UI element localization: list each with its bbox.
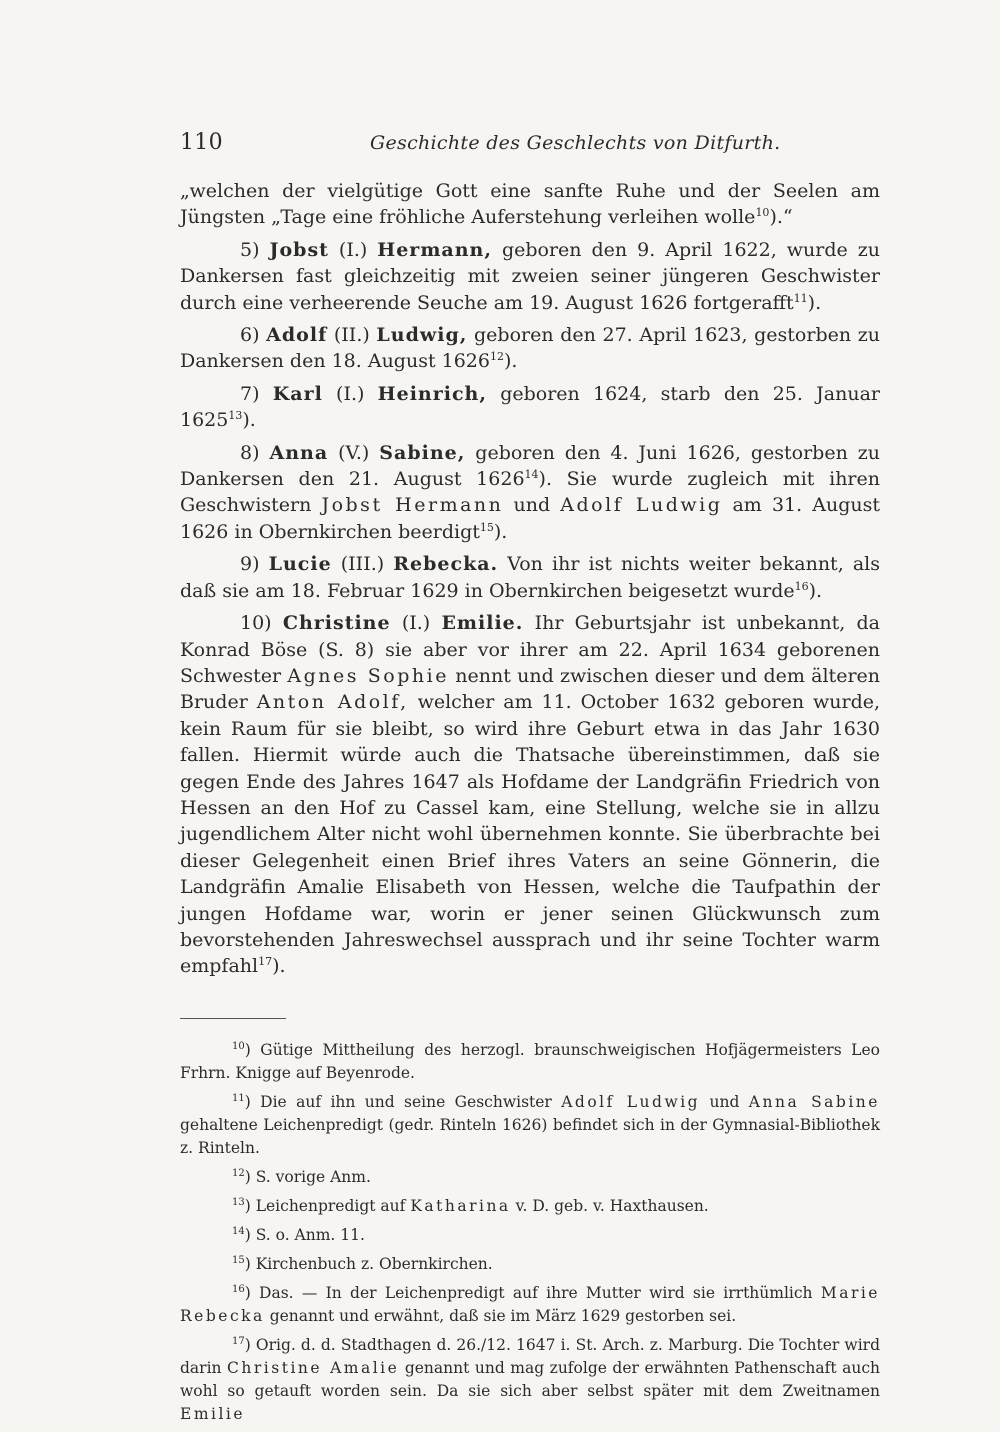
footnotes (180, 1039, 880, 1426)
entry-text: ). Sie wurde zugleich mit ihren Geschwistern (180, 468, 880, 517)
entry-text: Von ihr ist nichts weiter bekannt, als daß sie am 18. Februar 1629 in Obernkirchen beigesetzt wurde (180, 553, 880, 602)
footnote-text: ) Die auf ihn und seine Geschwister (244, 1092, 552, 1111)
entry-number: 8) (240, 441, 260, 464)
spaced-name: Christine Amalie (227, 1358, 400, 1377)
entry-10 (180, 610, 880, 980)
entry-name-second: Rebecka. (393, 553, 499, 576)
entry-text: und (513, 494, 551, 517)
footnote-ref-13: 13 (228, 409, 243, 423)
entry-name-first: Karl (272, 382, 323, 405)
footnote-ref-11: 11 (793, 291, 808, 305)
footnote-divider (180, 1018, 286, 1019)
entry-roman: (II.) (333, 324, 370, 347)
footnote-text: ) Leichenpredigt auf (244, 1196, 406, 1215)
entry-name-first: Lucie (268, 553, 332, 576)
entry-number: 7) (240, 382, 260, 405)
spaced-name: Anton Adolf, (256, 691, 409, 714)
entry-text: nennt und zwischen dieser und dem älteren Bruder (180, 664, 881, 714)
footnote-text: ) S. o. Anm. 11. (244, 1225, 365, 1244)
footnote-text: ) Gütige Mittheilung des herzogl. braunschweigischen Hofjägermeisters Leo Frhrn. Knigge auf Beyenrode. (180, 1040, 880, 1082)
footnote-number: 15 (232, 1254, 245, 1266)
entry-name-first: Jobst (269, 238, 329, 261)
footnote-number: 12 (232, 1167, 245, 1179)
spaced-name: Emilie (180, 1404, 246, 1423)
entry-8 (180, 440, 880, 546)
entry-text: geboren den 4. Juni 1626, gestorben zu Dankersen den 21. August 1626 (180, 441, 880, 491)
entry-6 (180, 322, 880, 375)
footnote-ref-15: 15 (479, 520, 494, 534)
entry-name-second: Hermann, (377, 238, 492, 261)
entry-number: 6) (240, 324, 260, 347)
footnote-ref-10: 10 (755, 206, 770, 220)
footnote-12 (180, 1166, 880, 1189)
footnote-text: ) Orig. d. d. Stadthagen d. 26./12. 1647 i. St. Arch. z. Marburg. Die Tochter wird darin (180, 1335, 880, 1377)
entry-end: ). (807, 291, 822, 314)
spaced-name: Agnes Sophie (287, 664, 449, 687)
footnote-number: 11 (232, 1092, 245, 1104)
quote-paragraph (180, 178, 880, 231)
footnote-text: ) Das. — In der Leichenpredigt auf ihre Mutter wird sie irrthümlich (244, 1283, 813, 1302)
footnote-ref-16: 16 (794, 579, 809, 593)
spaced-name: Marie Rebecka (180, 1283, 880, 1325)
footnote-number: 17 (232, 1335, 245, 1347)
footnote-text: und (709, 1092, 740, 1111)
entry-9 (180, 551, 880, 604)
quote-line-1: „welchen der vielgütige Gott eine sanfte Ruhe und der Seelen am Jüngsten (180, 180, 880, 229)
footnote-14 (180, 1224, 880, 1247)
spaced-name: Anna Sabine (748, 1092, 880, 1111)
footnote-10 (180, 1039, 880, 1085)
entry-roman: (V.) (338, 441, 370, 464)
footnote-number: 13 (232, 1196, 245, 1208)
footnote-17 (180, 1334, 880, 1426)
page-number: 110 (180, 130, 223, 155)
footnote-number: 10 (232, 1040, 245, 1052)
entry-end: ). (493, 520, 508, 543)
main-text (180, 178, 880, 980)
footnote-13 (180, 1195, 880, 1218)
footnote-ref-12: 12 (489, 350, 504, 364)
entry-name-first: Christine (282, 612, 391, 635)
entry-name-second: Sabine, (379, 441, 466, 464)
footnote-text: ) S. vorige Anm. (244, 1167, 371, 1186)
entry-text: geboren den 9. April 1622, wurde zu Dankersen fast gleichzeitig mit zweien seiner jüngeren Geschwister durch eine verheerende Seuche am 19. August 1626 fortgerafft (180, 238, 880, 314)
footnote-number: 14 (232, 1225, 245, 1237)
footnote-ref-14: 14 (524, 468, 539, 482)
entry-5 (180, 237, 880, 316)
entry-7 (180, 381, 880, 434)
quote-end: ).“ (769, 206, 793, 229)
entry-text: am 31. August 1626 in Obernkirchen beerdigt (180, 494, 881, 543)
entry-name-first: Adolf (266, 324, 328, 347)
entry-roman: (I.) (338, 238, 368, 261)
spaced-name: Adolf Ludwig (561, 1092, 701, 1111)
entry-text: geboren den 27. April 1623, gestorben zu Dankersen den 18. August 1626 (180, 324, 880, 373)
footnote-16 (180, 1282, 880, 1328)
entry-end: ). (272, 955, 286, 978)
entry-name-second: Emilie. (441, 612, 524, 635)
entry-text: welcher am 11. October 1632 geboren wurde, kein Raum für sie bleibt, so wird ihre Geburt etwa in das Jahr 1630 fallen. Hiermit würde auch die Thatsache übereinstimmen, daß sie gegen Ende des Jahres 1647 als Hofdame der Landgräfin Friedrich von Hessen an den Hof zu Cassel kam, eine Stellung, welche sie in allzu jugendlichem Alter nicht wohl übernehmen konnte. Sie überbrachte bei dieser Gelegenheit einen Brief ihres Vaters an seine Gönnerin, die Landgräfin Amalie Elisabeth von Hessen, welche die Taufpathin der jungen Hofdame war, worin er jener seinen Glückwunsch zum bevorstehenden Jahreswechsel aussprach und ihr seine Tochter warm empfahl (180, 691, 881, 978)
footnote-text: ) Kirchenbuch z. Obernkirchen. (244, 1254, 493, 1273)
entry-number: 10) (240, 612, 272, 635)
entry-name-first: Anna (269, 441, 329, 464)
book-page (180, 130, 880, 1432)
entry-name-second: Heinrich, (377, 382, 487, 405)
entry-text: Ihr Geburtsjahr ist unbekannt, da Konrad Böse (S. 8) sie aber vor ihrer am 22. April 1634 geborenen Schwester (180, 612, 880, 687)
footnote-text: gehaltene Leichenpredigt (gedr. Rinteln 1626) befindet sich in der Gymnasial-Bibliothek z. Rinteln. (180, 1115, 880, 1157)
entry-name-second: Ludwig, (376, 324, 468, 347)
entry-roman: (I.) (336, 382, 365, 405)
footnote-15 (180, 1253, 880, 1276)
entry-roman: (III.) (340, 553, 385, 576)
spaced-name: Katharina (410, 1196, 511, 1215)
running-header (180, 130, 880, 160)
entry-text: geboren 1624, starb den 25. Januar 1625 (180, 382, 880, 432)
entry-roman: (I.) (401, 612, 431, 635)
footnote-ref-17: 17 (258, 955, 273, 969)
entry-number: 9) (240, 553, 260, 576)
footnote-text: v. D. geb. v. Haxthausen. (515, 1196, 709, 1215)
footnote-number: 16 (232, 1283, 245, 1295)
running-title: Geschichte des Geschlechts von Ditfurth. (370, 132, 781, 154)
entry-end: ). (808, 579, 823, 602)
spaced-name: Adolf Ludwig (560, 494, 723, 517)
spaced-name: Jobst Hermann (321, 494, 504, 517)
footnote-text: genannt und mag zufolge der erwähnten Pathenschaft auch wohl so getauft worden sein. Da sie sich aber selbst später mit dem Zweitnamen (180, 1358, 880, 1400)
footnote-11 (180, 1091, 880, 1160)
footnote-text: genannt und erwähnt, daß sie im März 1629 gestorben sei. (269, 1306, 737, 1325)
entry-number: 5) (240, 238, 260, 261)
entry-end: ). (242, 409, 256, 432)
entry-end: ). (503, 350, 518, 373)
quote-line-2: „Tage eine fröhliche Auferstehung verleihen wolle (271, 206, 756, 229)
